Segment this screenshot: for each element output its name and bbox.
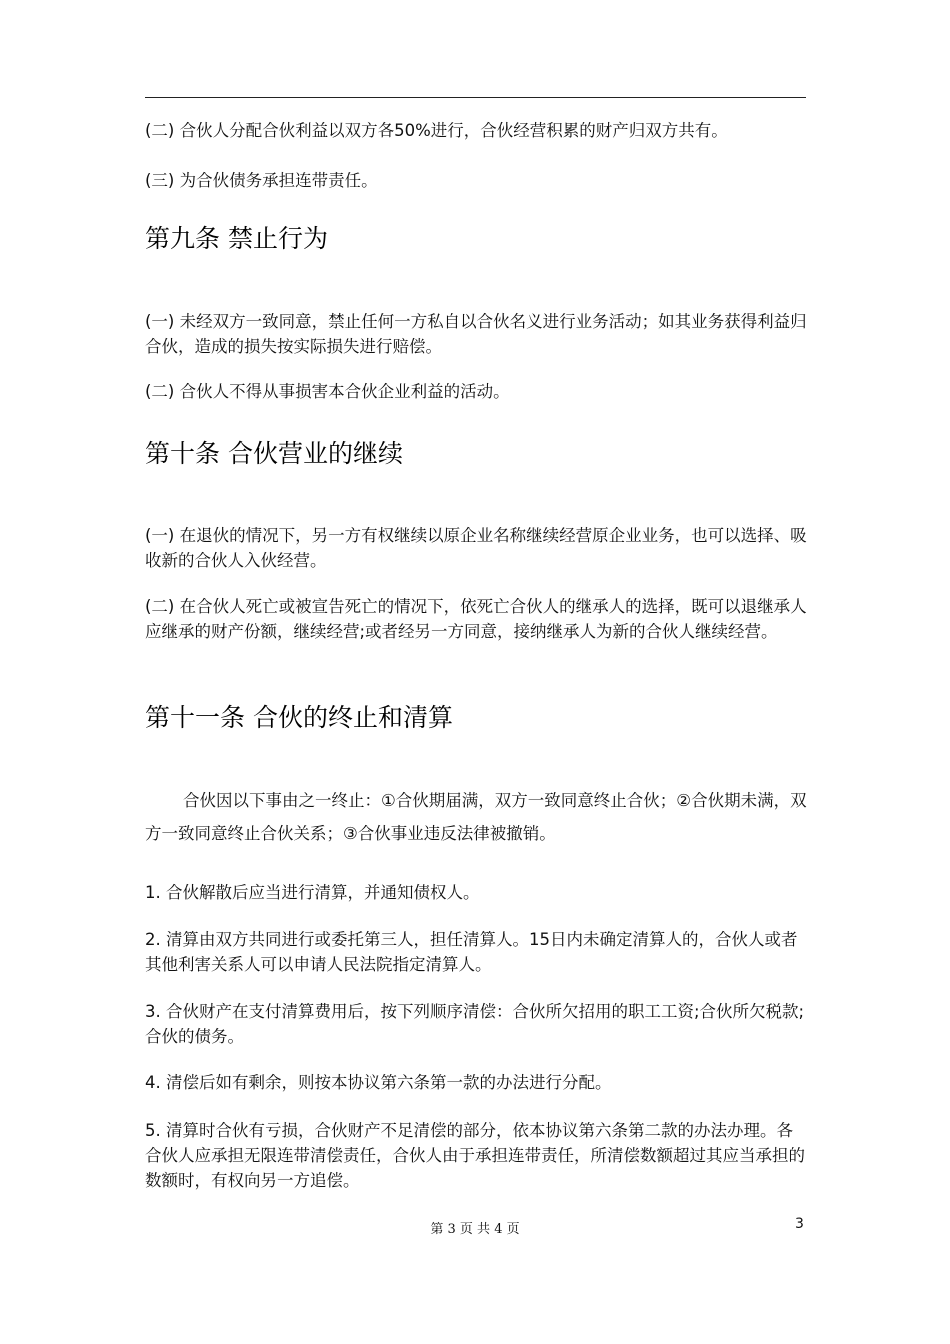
clause-11-item-3: 3. 合伙财产在支付清算费用后，按下列顺序清偿：合伙所欠招用的职工工资;合伙所欠税款;合伙的债务。	[145, 1002, 805, 1046]
header-rule	[145, 97, 806, 98]
clause-11-item-4: 4. 清偿后如有剩余，则按本协议第六条第一款的办法进行分配。	[145, 1073, 612, 1092]
footer-page-number: 3	[795, 1216, 804, 1232]
clause-11-intro: 合伙因以下事由之一终止：①合伙期届满，双方一致同意终止合伙；②合伙期未满，双方一致同意终止合伙关系；③合伙事业违反法律被撤销。	[145, 791, 807, 843]
clause-10-item-2: (二) 在合伙人死亡或被宣告死亡的情况下，依死亡合伙人的继承人的选择，既可以退继承人应继承的财产份额，继续经营;或者经另一方同意，接纳继承人为新的合伙人继续经营。	[145, 597, 807, 641]
clause-9-item-1: (一) 未经双方一致同意，禁止任何一方私自以合伙名义进行业务活动；如其业务获得利益归合伙，造成的损失按实际损失进行赔偿。	[145, 312, 807, 356]
clause-9-item-2: (二) 合伙人不得从事损害本合伙企业利益的活动。	[145, 382, 510, 401]
clause-11-item-1: 1. 合伙解散后应当进行清算，并通知债权人。	[145, 883, 480, 902]
clause-11-item-2: 2. 清算由双方共同进行或委托第三人，担任清算人。15日内未确定清算人的，合伙人或者其他利害关系人可以申请人民法院指定清算人。	[145, 930, 798, 974]
clause-11-item-5: 5. 清算时合伙有亏损，合伙财产不足清偿的部分，依本协议第六条第二款的办法办理。各合伙人应承担无限连带清偿责任，合伙人由于承担连带责任，所清偿数额超过其应当承担的数额时，有权向另一方追偿。	[145, 1121, 805, 1190]
clause-11-heading: 第十一条 合伙的终止和清算	[145, 703, 453, 732]
footer-page-label: 第 3 页 共 4 页	[430, 1222, 520, 1237]
clause-10-heading: 第十条 合伙营业的继续	[145, 439, 403, 468]
clause-8-item-3: (三) 为合伙债务承担连带责任。	[145, 171, 378, 190]
clause-9-heading: 第九条 禁止行为	[145, 224, 328, 253]
clause-10-item-1: (一) 在退伙的情况下，另一方有权继续以原企业名称继续经营原企业业务，也可以选择、吸收新的合伙人入伙经营。	[145, 526, 807, 570]
clause-8-item-2: (二) 合伙人分配合伙利益以双方各50%进行，合伙经营积累的财产归双方共有。	[145, 121, 728, 140]
